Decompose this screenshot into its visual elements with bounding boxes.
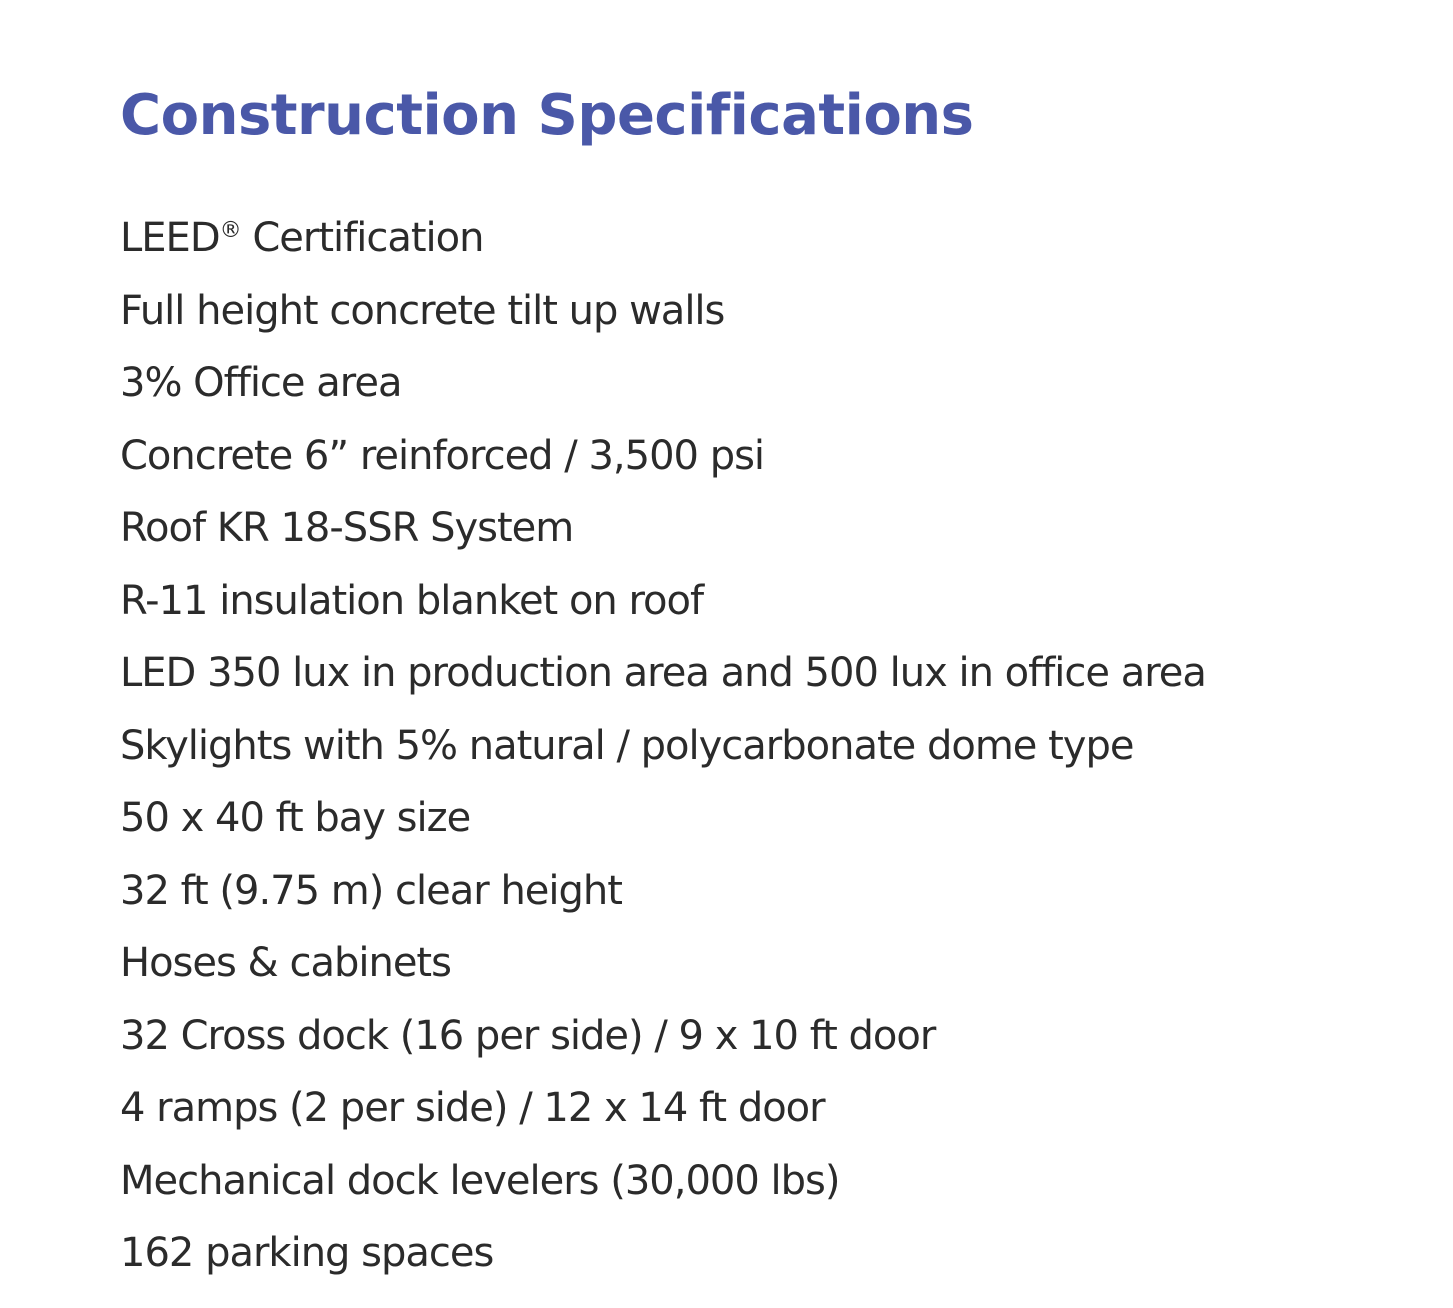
- spec-item-lighting: LED 350 lux in production area and 500 lux in office area: [120, 650, 1206, 696]
- construction-specifications-section: [120, 78, 1413, 1290]
- spec-item-concrete: Concrete 6” reinforced / 3,500 psi: [120, 432, 765, 479]
- spec-item-ramps: 4 ramps (2 per side) / 12 x 14 ft door: [120, 1085, 825, 1131]
- spec-item-walls: Full height concrete tilt up walls: [120, 287, 725, 334]
- registered-trademark-mark: ®: [219, 218, 241, 243]
- spec-item-text-rest: Certification: [240, 215, 484, 261]
- specs-list: [120, 202, 1413, 1290]
- spec-item-cross-dock: 32 Cross dock (16 per side) / 9 x 10 ft door: [120, 1012, 936, 1059]
- spec-item-skylights: Skylights with 5% natural / polycarbonate dome type: [120, 722, 1134, 769]
- spec-item-office-area: 3% Office area: [120, 360, 402, 406]
- section-title: Construction Specifications: [120, 83, 974, 148]
- spec-item-text: LEED: [120, 215, 220, 261]
- spec-item-roof-system: Roof KR 18-SSR System: [120, 505, 574, 551]
- spec-item-clear-height: 32 ft (9.75 m) clear height: [120, 867, 622, 914]
- spec-item-leed-certification: [120, 202, 1413, 275]
- spec-item-parking: 162 parking spaces: [120, 1230, 494, 1276]
- spec-item-bay-size: 50 x 40 ft bay size: [120, 795, 471, 841]
- spec-item-insulation: R-11 insulation blanket on roof: [120, 577, 704, 624]
- spec-item-hoses-cabinets: Hoses & cabinets: [120, 940, 451, 986]
- spec-item-dock-levelers: Mechanical dock levelers (30,000 lbs): [120, 1157, 840, 1204]
